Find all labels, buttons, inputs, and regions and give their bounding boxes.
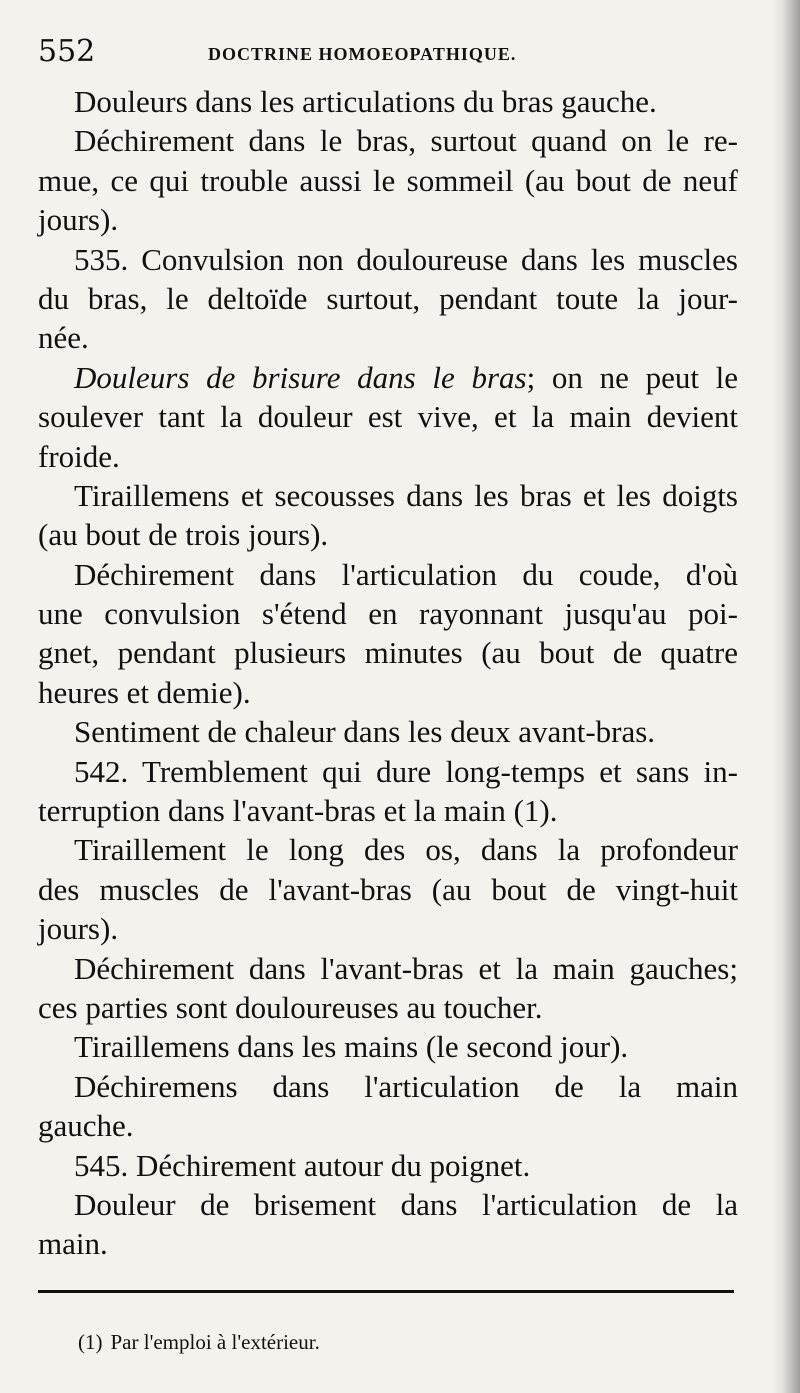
body-text (38, 82, 738, 1264)
text-line: Tiraillemens dans les mains (le second jour). (74, 1029, 629, 1065)
text-line: mue, ce qui trouble aussi le sommeil (au bout de neuf (38, 162, 738, 198)
footnote-rule (38, 1290, 734, 1293)
text-line: gauche. (38, 1108, 134, 1144)
text-line: une convulsion s'étend en rayonnant jusqu'au poi- (38, 596, 738, 632)
text-line (38, 358, 738, 397)
page-number: 552 (38, 34, 96, 69)
footnote-text: Par l'emploi à l'extérieur. (110, 1330, 320, 1354)
text-line: Déchiremens dans l'articulation de la main (74, 1068, 738, 1104)
running-head: DOCTRINE HOMOEOPATHIQUE. (208, 44, 517, 64)
text-line: Déchirement dans l'avant-bras et la main gauches; (74, 950, 738, 986)
text-line: Déchirement dans le bras, surtout quand on le re- (74, 123, 738, 159)
text-line: 535. Convulsion non douloureuse dans les muscles (74, 241, 738, 277)
page-edge-shadow (772, 0, 800, 1393)
text-line: heures et demie). (38, 674, 251, 710)
text-line: soulever tant la douleur est vive, et la main devient (38, 399, 738, 435)
footnote-marker: (1) (78, 1330, 103, 1354)
text-line: froide. (38, 438, 120, 474)
text-line: Tiraillemens et secousses dans les bras et les doigts (74, 477, 738, 513)
text-line: Sentiment de chaleur dans les deux avant-bras. (74, 714, 656, 750)
text-line: 545. Déchirement autour du poignet. (74, 1147, 531, 1183)
text-fragment: ; on ne peut le (526, 359, 739, 395)
text-line: terruption dans l'avant-bras et la main (1). (38, 793, 558, 829)
text-line: main. (38, 1226, 108, 1262)
text-line: Douleurs dans les articulations du bras gauche. (74, 84, 657, 119)
text-line: ces parties sont douloureuses au toucher. (38, 989, 543, 1025)
italic-phrase: Douleurs de brisure dans le bras (74, 359, 527, 395)
text-line: née. (38, 320, 89, 356)
footnote (78, 1330, 320, 1355)
text-line: jours). (38, 911, 119, 947)
text-line: Douleur de brisement dans l'articulation de la (74, 1186, 738, 1222)
text-line: gnet, pendant plusieurs minutes (au bout de quatre (38, 635, 738, 671)
text-line: Déchirement dans l'articulation du coude, d'où (74, 556, 738, 592)
text-line: jours). (38, 202, 119, 238)
text-line: (au bout de trois jours). (38, 517, 329, 553)
text-line: 542. Tremblement qui dure long-temps et sans in- (74, 753, 738, 789)
text-line: Tiraillement le long des os, dans la profondeur (74, 832, 738, 868)
text-line: du bras, le deltoïde surtout, pendant toute la jour- (38, 280, 738, 316)
text-line: des muscles de l'avant-bras (au bout de vingt-huit (38, 871, 738, 907)
page-header (38, 34, 738, 74)
